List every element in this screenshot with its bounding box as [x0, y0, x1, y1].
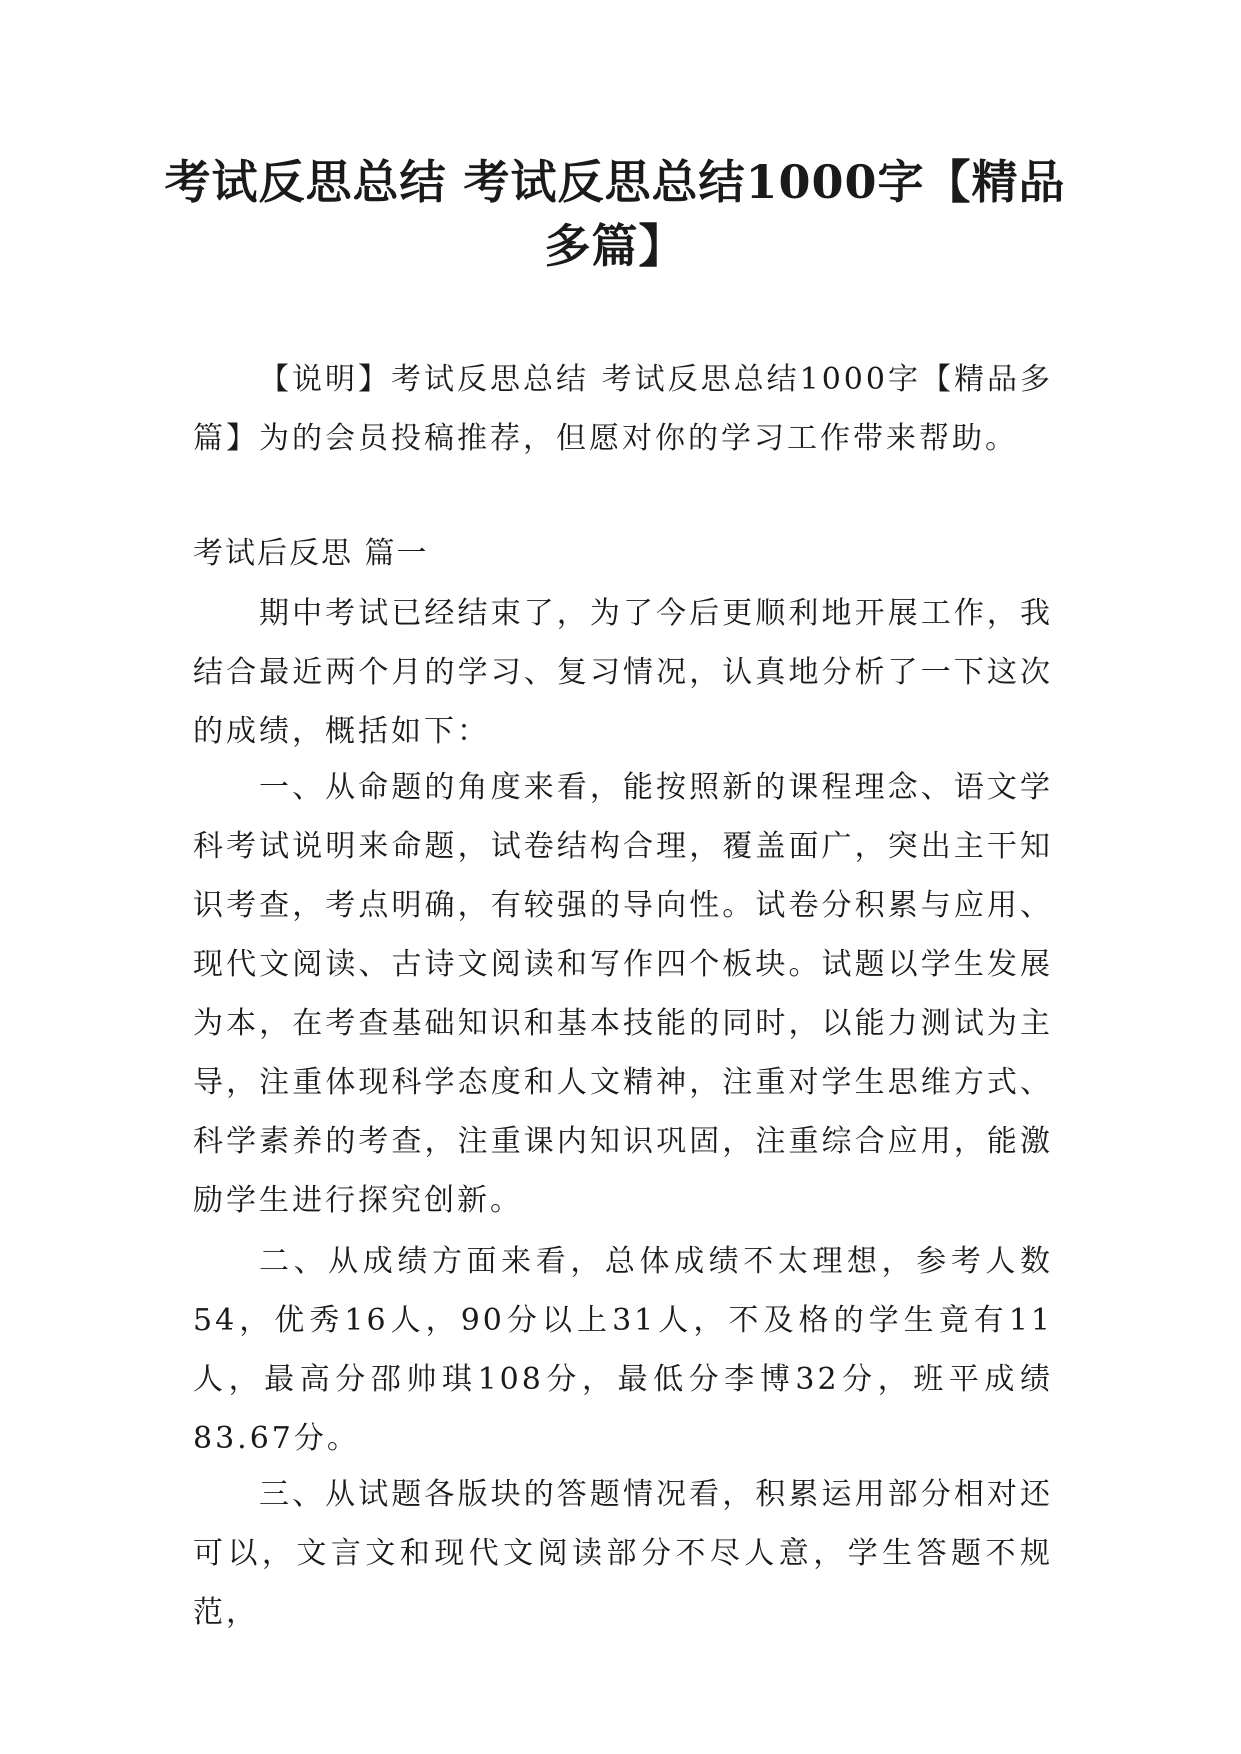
body-paragraph: 三、从试题各版块的答题情况看，积累运用部分相对还可以，文言文和现代文阅读部分不尽人意，学生答题不规范， — [193, 1477, 1053, 1630]
document-title: 考试反思总结 考试反思总结1000字【精品多篇】 — [164, 155, 1066, 273]
body-paragraph: 一、从命题的角度来看，能按照新的课程理念、语文学科考试说明来命题，试卷结构合理，覆盖面广，突出主干知识考查，考点明确，有较强的导向性。试卷分积累与应用、现代文阅读、古诗文阅读和写作四个板块。试题以学生发展为本，在考查基础知识和基本技能的同时，以能力测试为主导，注重体现科学态度和人文精神，注重对学生思维方式、科学素养的考查，注重课内知识巩固，注重综合应用，能激励学生进行探究创新。 — [193, 770, 1053, 1218]
section-heading: 考试后反思 篇一 — [193, 536, 429, 571]
body-paragraph: 二、从成绩方面来看，总体成绩不太理想，参考人数54，优秀16人，90分以上31人，不及格的学生竟有11人，最高分邵帅琪108分，最低分李博32分，班平成绩83.67分。 — [193, 1244, 1053, 1456]
body-paragraph: 期中考试已经结束了，为了今后更顺利地开展工作，我结合最近两个月的学习、复习情况，认真地分析了一下这次的成绩，概括如下： — [193, 596, 1053, 749]
intro-paragraph: 【说明】考试反思总结 考试反思总结1000字【精品多篇】为的会员投稿推荐，但愿对你的学习工作带来帮助。 — [193, 362, 1053, 456]
